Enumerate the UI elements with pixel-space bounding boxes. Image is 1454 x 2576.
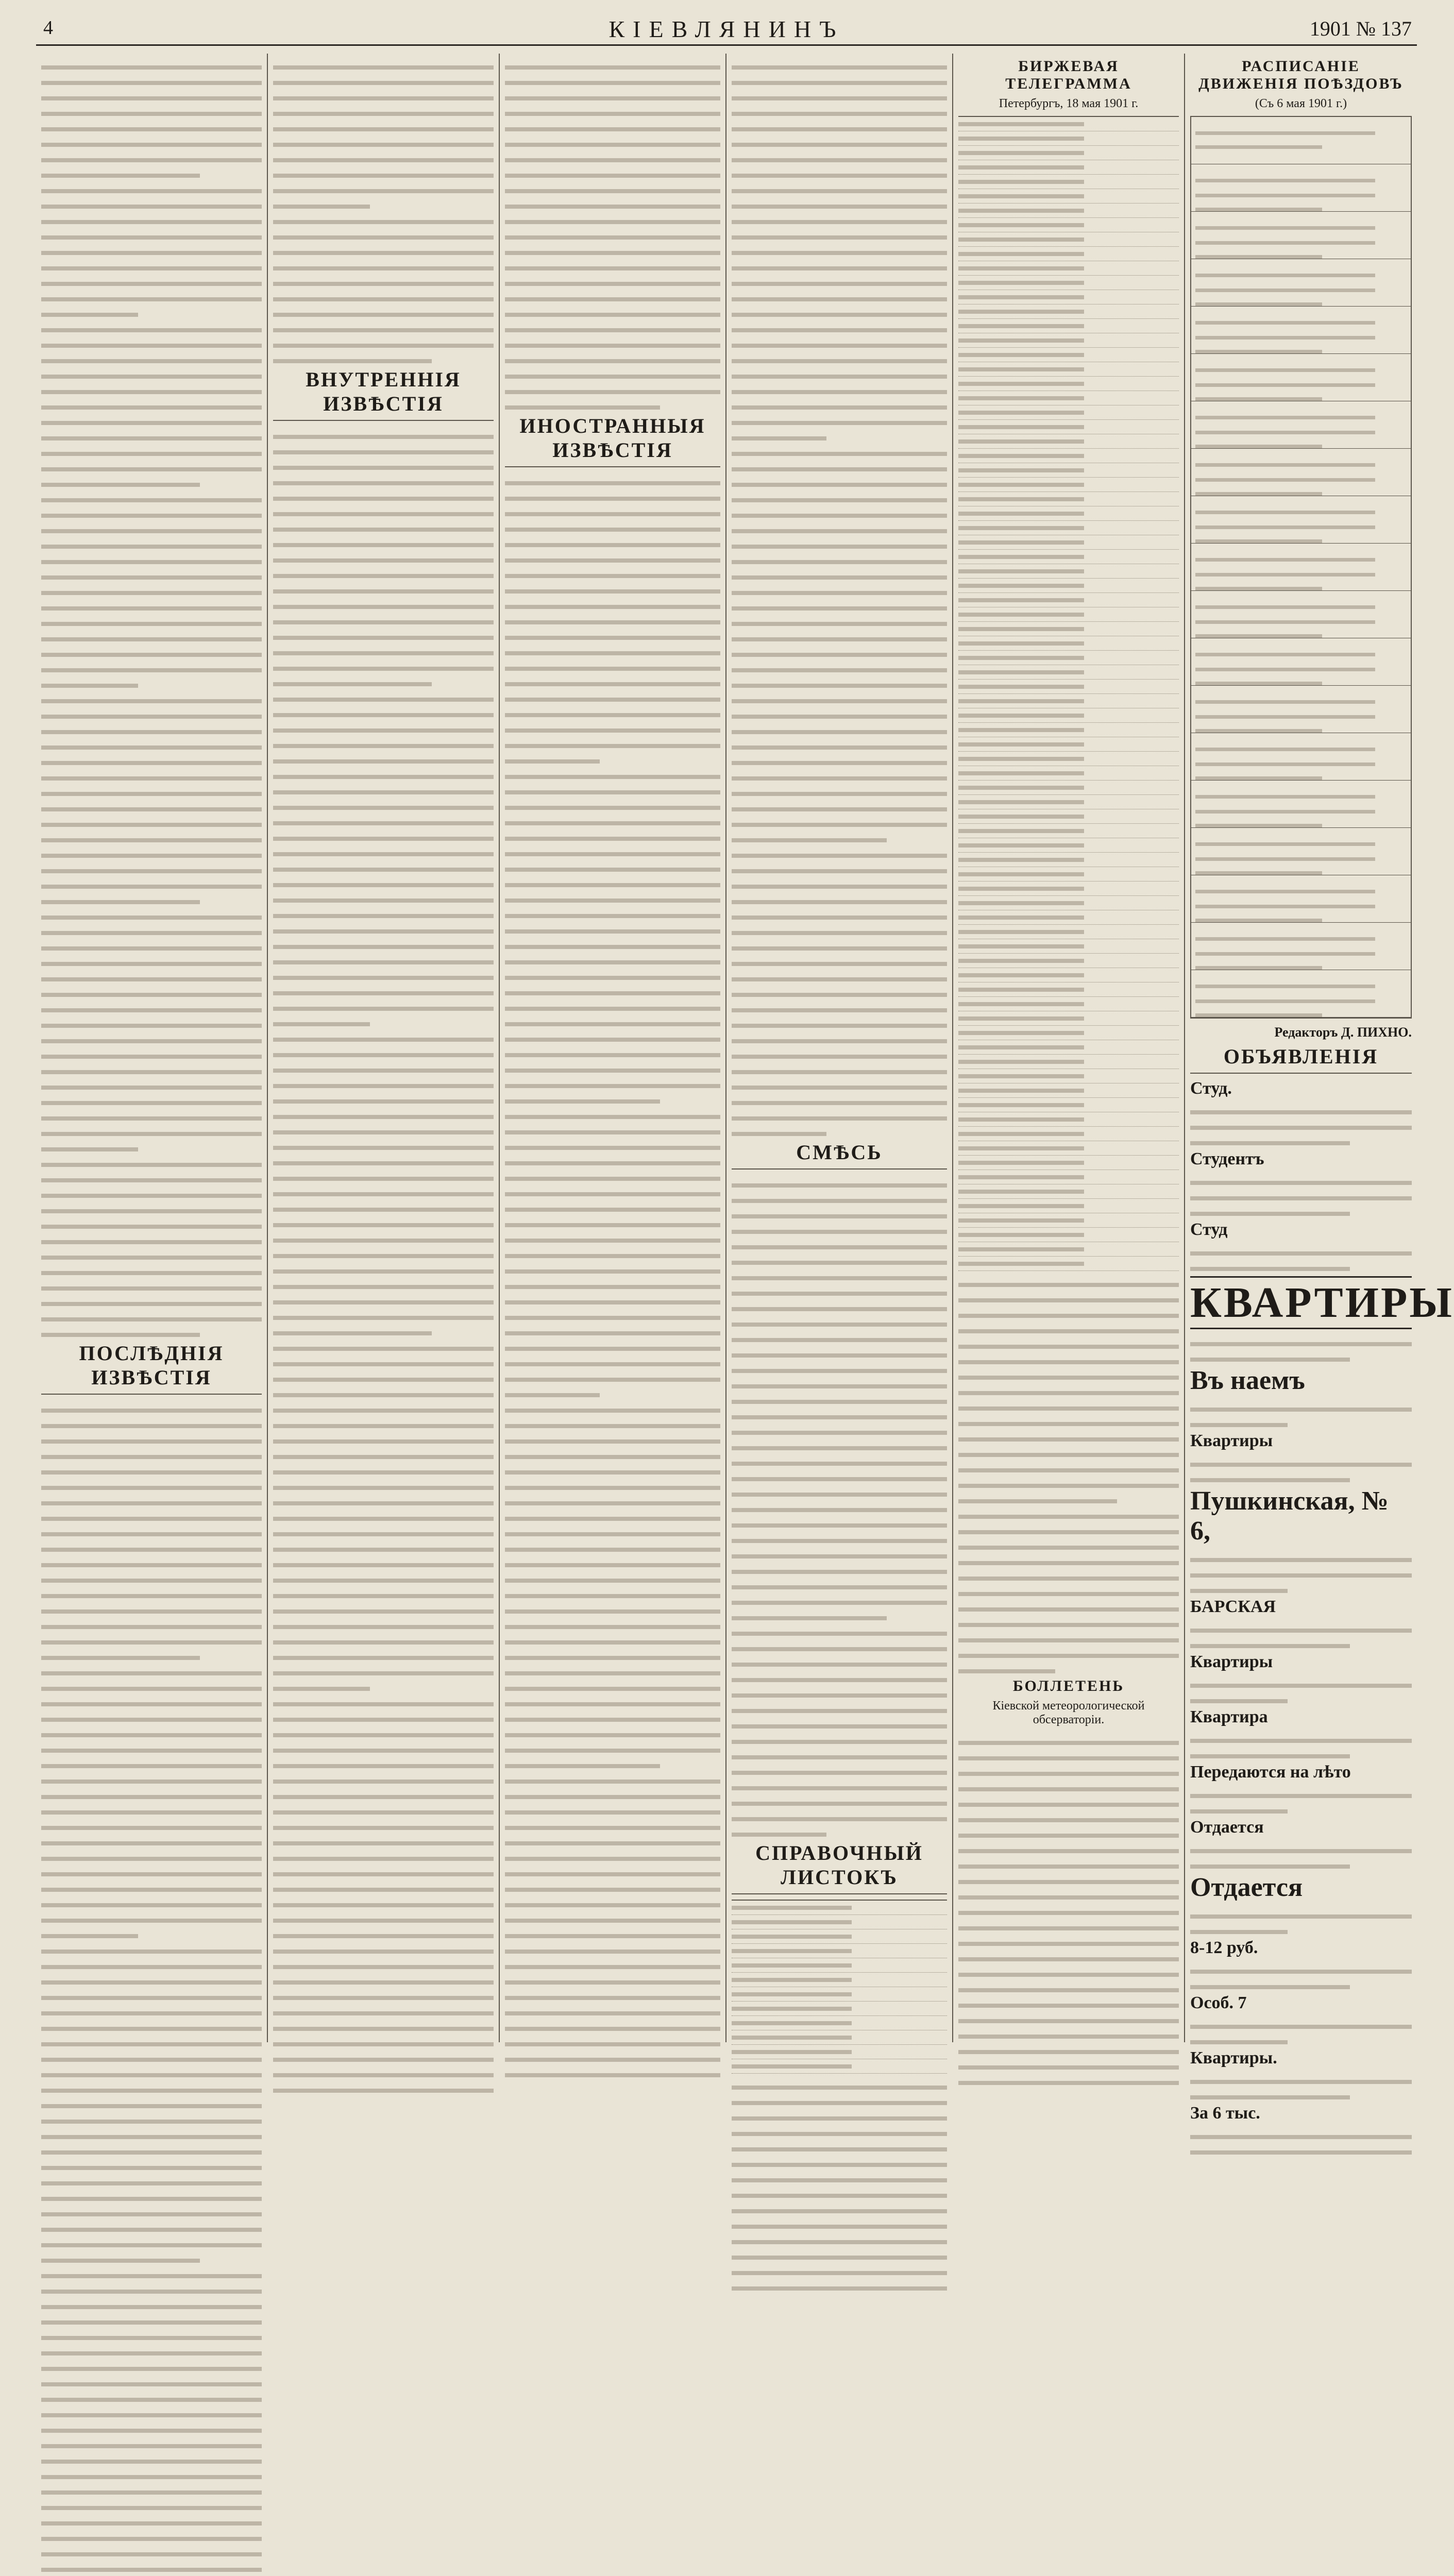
bulletin-subheading: Кіевской метеорологической обсерваторіи. [992,1699,1145,1726]
exchange-subheading: Петербургъ, 18 мая 1901 г. [999,97,1139,110]
latest-news-heading: ПОСЛѢДНІЯ ИЗВѢСТІЯ [41,1341,262,1395]
ad-title: 8-12 руб. [1190,1938,1258,1957]
timetable-subheading: (Съ 6 мая 1901 г.) [1255,97,1347,110]
mixture-heading: СМѢСЬ [732,1140,947,1170]
article-body [273,57,494,363]
train-timetable [1190,116,1412,1019]
internal-news-heading: ВНУТРЕННІЯ ИЗВѢСТІЯ [273,367,494,421]
bulletin-heading: БОЛЛЕТЕНЬ [1012,1677,1125,1694]
ad-title: Студ [1190,1220,1228,1239]
article-body [958,1274,1179,1673]
timetable-heading: РАСПИСАНІЕ ДВИЖЕНІЯ ПОѢЗДОВЪ [1198,58,1404,92]
exchange-table [958,116,1179,1271]
ad-title: БАРСКАЯ [1190,1597,1276,1616]
issue-number: 1901 № 137 [1309,17,1412,40]
reference-heading: СПРАВОЧНЫЙ ЛИСТОКЪ [732,1841,947,1894]
column-1 [36,54,268,2042]
article-body [505,472,720,2077]
editor-line: Редакторъ Д. ПИХНО. [1274,1025,1412,1040]
article-body [732,2077,947,2291]
ad-title: Студ. [1190,1079,1232,1098]
page-number: 4 [43,17,53,39]
page-header [36,15,1417,46]
ad-title: Отдается [1190,1873,1303,1902]
article-body [732,1175,947,1837]
ad-title: За 6 тыс. [1190,2104,1260,2123]
bond-prices-table [732,1900,947,2074]
apartments-heading: КВАРТИРЫ [1190,1276,1412,1329]
article-body [41,57,262,1337]
ad-title: Передаются на лѣто [1190,1762,1351,1782]
masthead: КІЕВЛЯНИНЪ [608,16,844,42]
ad-title: Въ наемъ [1190,1366,1305,1395]
column-2 [268,54,500,2042]
ad-title: Квартира [1190,1707,1268,1726]
ad-title: Отдается [1190,1818,1264,1837]
column-5 [953,54,1185,2042]
ad-title: Пушкинская, № 6, [1190,1486,1389,1546]
article-body [41,1400,262,2576]
article-body [273,426,494,2093]
ad-title: Квартиры [1190,1652,1273,1671]
ads-heading: ОБЪЯВЛЕНІЯ [1190,1044,1412,1074]
exchange-heading: БИРЖЕВАЯ ТЕЛЕГРАММА [1005,58,1132,92]
ad-title: Особ. 7 [1190,1993,1247,2012]
foreign-news-heading: ИНОСТРАННЫЯ ИЗВѢСТІЯ [505,414,720,467]
column-3 [500,54,726,2042]
article-body [732,57,947,1136]
ad-title: Квартиры [1190,1431,1273,1450]
ad-title: Квартиры. [1190,2048,1277,2067]
article-body [505,57,720,410]
article-body [958,1732,1179,2085]
column-6 [1185,54,1454,2123]
column-4 [726,54,953,2042]
ad-title: Студентъ [1190,1149,1264,1168]
